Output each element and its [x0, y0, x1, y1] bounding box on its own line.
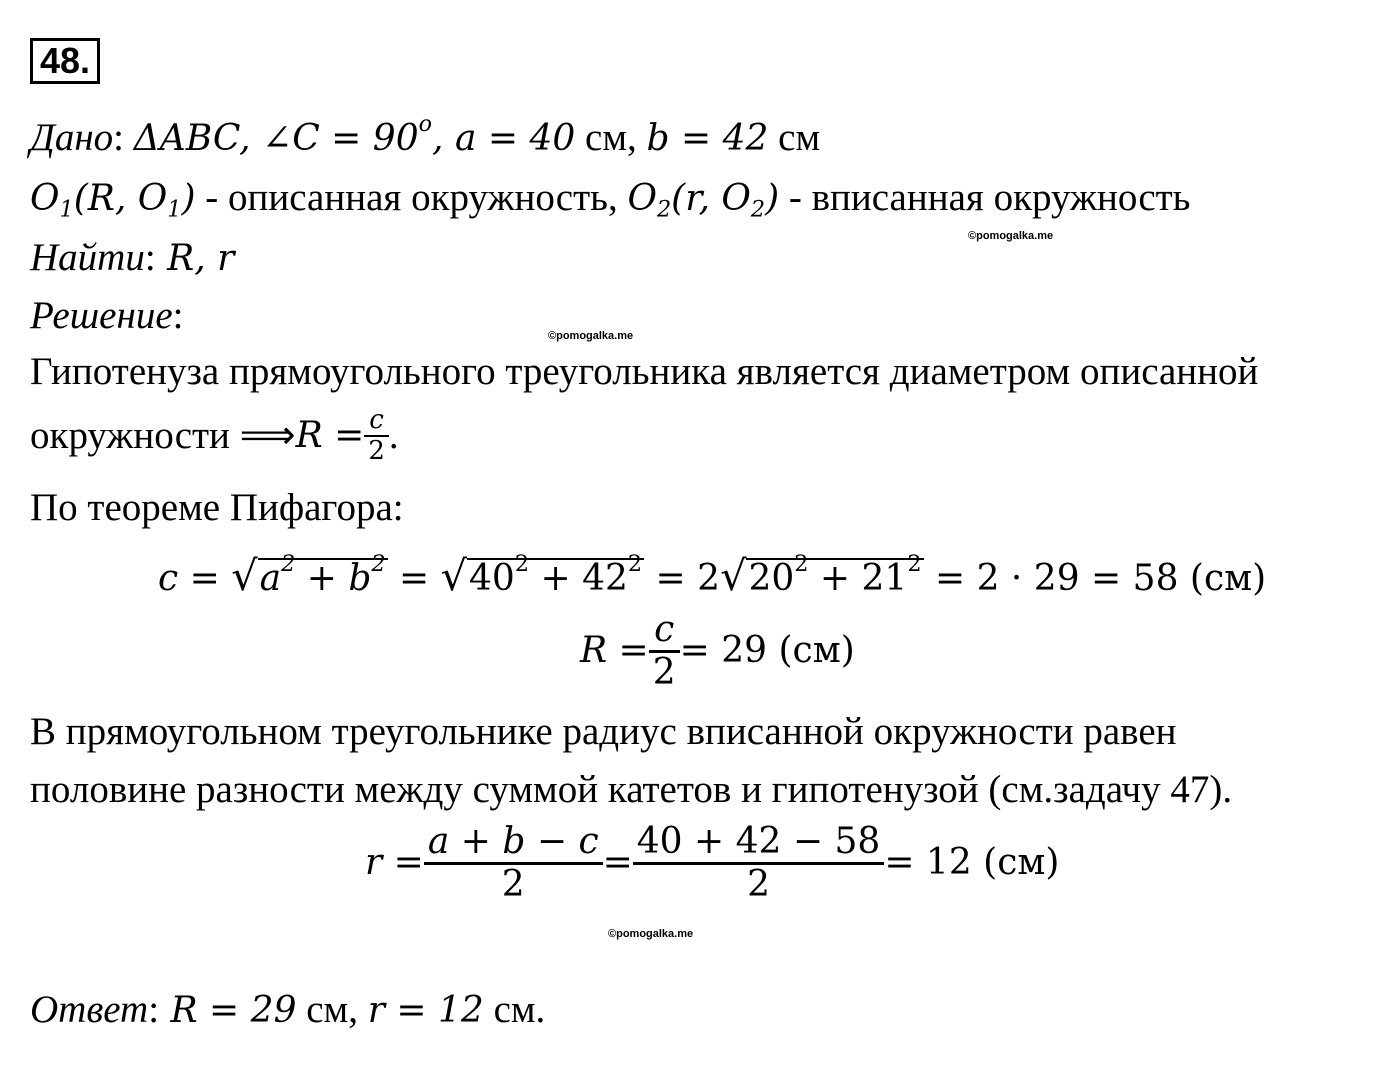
- find-line: Найти: R, r: [30, 236, 235, 279]
- numeric-over-2-fraction: $\frac{40 + 42 - 58}{2}$: [633, 822, 885, 904]
- abc-over-2-fraction: $\frac{a + b - c}{2}$: [424, 822, 603, 904]
- given-triangle-expr: ΔABC, ∠C = $90^o$, a = 40: [133, 111, 576, 159]
- inradius-equation: r = $\frac{a + b - c}{2}$ = $\frac{40 + 42 - 58}{2}$ = 12 (см): [365, 821, 1060, 905]
- watermark: ©pomogalka.me: [968, 230, 1054, 242]
- hypotenuse-text-line2: окружности ⟹ R = $\frac{c}{2}$ .: [30, 405, 399, 466]
- sqrt-20-21: $20^2 + 21^2$: [748, 551, 922, 599]
- answer-label: Ответ: [30, 988, 149, 1031]
- solution-line: Решение:: [30, 294, 184, 337]
- inradius-text-line1: В прямоугольном треугольнике радиус вписанной окружности равен: [30, 710, 1177, 753]
- problem-number: 48.: [30, 38, 100, 84]
- find-label: Найти: [30, 236, 145, 279]
- circumradius-equation: R = $\frac{c}{2}$ = 29 (см): [580, 609, 855, 693]
- inradius-text-line2: половине разности между суммой катетов и гипотенузой (см.задачу 47).: [30, 768, 1233, 811]
- circumscribed-circle-expr: $O_1(R$, $O_1$): [30, 178, 196, 223]
- sqrt-40-42: $40^2 + 42^2$: [469, 551, 643, 599]
- pythagoras-label: По теореме Пифагора:: [30, 486, 404, 529]
- given-line: Дано: ΔABC, ∠C = $90^o$, a = 40 см, b = 42 см: [30, 111, 821, 159]
- sqrt-a2-b2: $a^2 + b^2$: [259, 551, 386, 599]
- watermark: ©pomogalka.me: [608, 928, 694, 940]
- given-label: Дано: [30, 116, 114, 159]
- solution-label: Решение: [30, 294, 173, 337]
- inscribed-circle-expr: $O_2(r$, $O_2$): [627, 178, 780, 223]
- watermark: ©pomogalka.me: [548, 330, 634, 342]
- hypotenuse-equation: $c = √a^2 + b^2 = √40^2 + 42^2 = 2√20^2 + 21^2 = 2 \cdot 29 = 58$ (см): [158, 551, 1267, 600]
- c-over-2-small-fraction: $\frac{c}{2}$: [364, 406, 389, 465]
- circles-line: $O_1(R$, $O_1$) - описанная окружность, $O_2(r$, $O_2$) - вписанная окружность: [30, 176, 1191, 223]
- c-over-2-fraction: $\frac{c}{2}$: [649, 610, 680, 692]
- answer-line: Ответ: R = 29 см, r = 12 см.: [30, 988, 546, 1031]
- hypotenuse-text-line1: Гипотенуза прямоугольного треугольника является диаметром описанной: [30, 350, 1259, 393]
